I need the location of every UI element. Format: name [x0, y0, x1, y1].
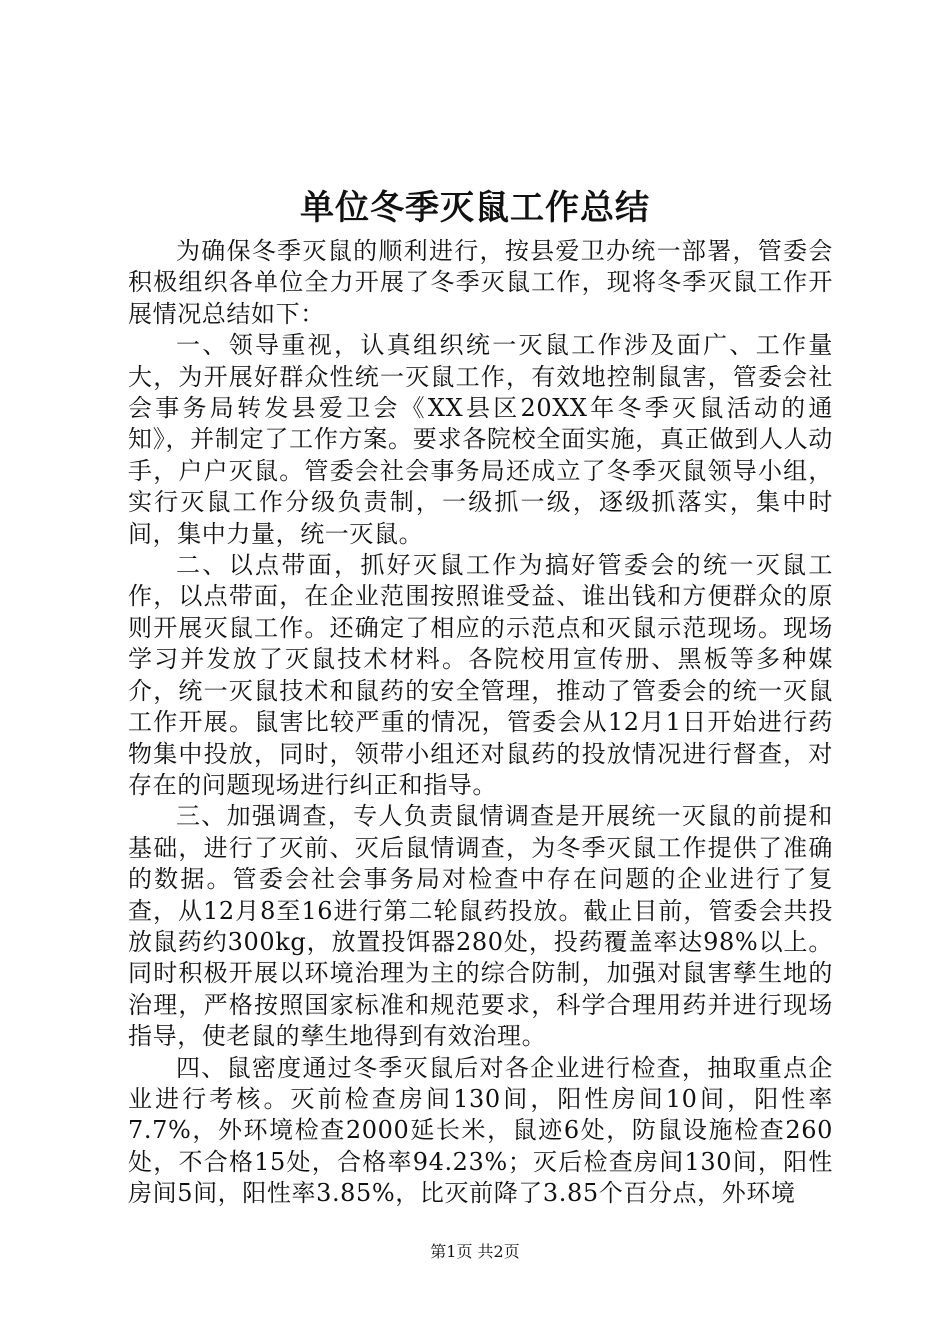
section-3-paragraph: 三、加强调查，专人负责鼠情调查是开展统一灭鼠的前提和基础，进行了灭前、灭后鼠情调查，为冬季灭鼠工作提供了准确的数据。管委会社会事务局对检查中存在问题的企业进行了复查，从12月8至16进行第二轮鼠药投放。截止目前，管委会共投放鼠药约300kg，放置投饵器280处，投药覆盖率达98%以上。同时积极开展以环境治理为主的综合防制，加强对鼠害孳生地的治理，严格按照国家标准和规范要求，科学合理用药并进行现场指导，使老鼠的孳生地得到有效治理。 [128, 802, 833, 1051]
document-body [128, 236, 833, 1210]
section-1-paragraph: 一、领导重视，认真组织统一灭鼠工作涉及面广、工作量大，为开展好群众性统一灭鼠工作，有效地控制鼠害，管委会社会事务局转发县爱卫会《XX县区20XX年冬季灭鼠活动的通知》，并制定了工作方案。要求各院校全面实施，真正做到人人动手，户户灭鼠。管委会社会事务局还成立了冬季灭鼠领导小组，实行灭鼠工作分级负责制，一级抓一级，逐级抓落实，集中时间，集中力量，统一灭鼠。 [128, 331, 833, 548]
intro-paragraph: 为确保冬季灭鼠的顺利进行，按县爱卫办统一部署，管委会积极组织各单位全力开展了冬季灭鼠工作，现将冬季灭鼠工作开展情况总结如下： [128, 237, 833, 328]
section-2-paragraph: 二、以点带面，抓好灭鼠工作为搞好管委会的统一灭鼠工作，以点带面，在企业范围按照谁受益、谁出钱和方便群众的原则开展灭鼠工作。还确定了相应的示范点和灭鼠示范现场。现场学习并发放了灭鼠技术材料。各院校用宣传册、黑板等多种媒介，统一灭鼠技术和鼠药的安全管理，推动了管委会的统一灭鼠工作开展。鼠害比较严重的情况，管委会从12月1日开始进行药物集中投放，同时，领带小组还对鼠药的投放情况进行督查，对存在的问题现场进行纠正和指导。 [128, 551, 833, 799]
section-4-paragraph: 四、鼠密度通过冬季灭鼠后对各企业进行检查，抽取重点企业进行考核。灭前检查房间130间，阳性房间10间，阳性率7.7%，外环境检查2000延长米，鼠迹6处，防鼠设施检查260处，不合格15处，合格率94.23%；灭后检查房间130间，阳性房间5间，阳性率3.85%，比灭前降了3.85个百分点，外环境 [128, 1053, 833, 1208]
page-number-footer: 第1页 共2页 [430, 1242, 520, 1261]
document-title: 单位冬季灭鼠工作总结 [300, 188, 650, 228]
